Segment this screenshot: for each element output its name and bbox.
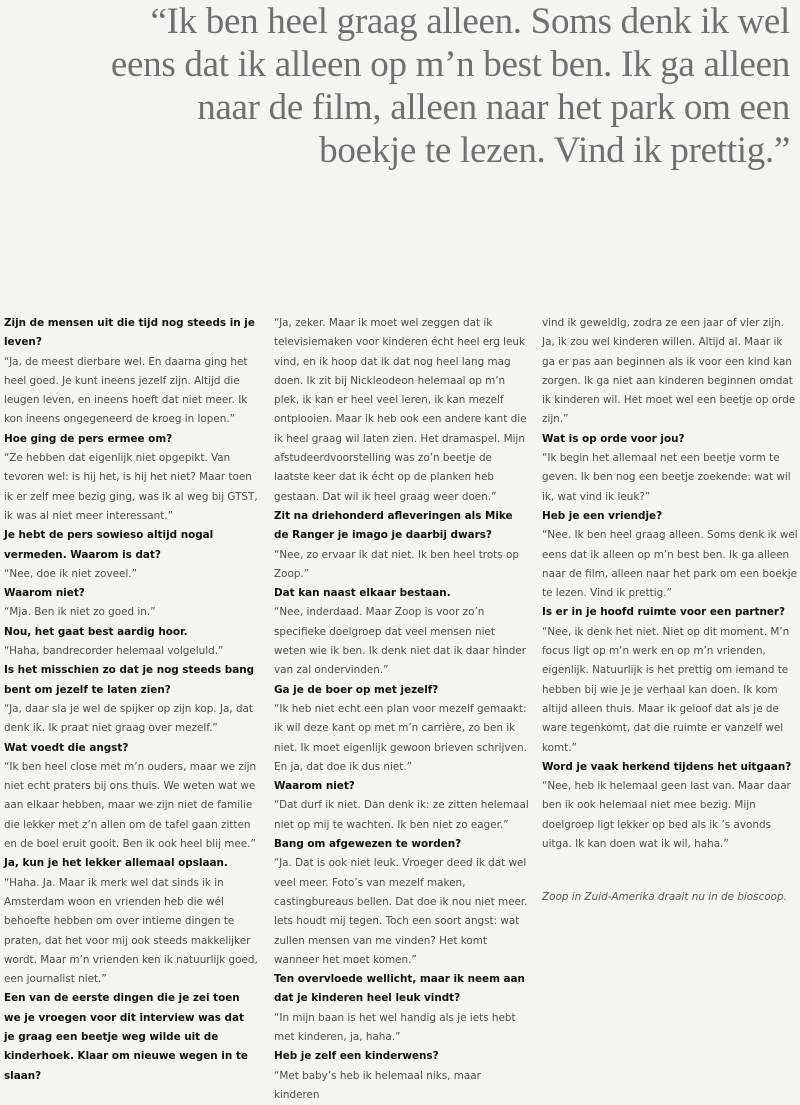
interview-answer: “Ik heb niet echt een plan voor mezelf gemaakt: ik wil deze kant op met m’n carrière, zo ben ik niet. Ik moet eigenlijk gewoon brieven schrijven. En ja, dat doe ik dus niet.” <box>274 702 527 773</box>
interview-question: Heb je zelf een kinderwens? <box>274 1050 439 1063</box>
interview-question: Nou, het gaat best aardig hoor. <box>4 625 188 638</box>
pull-quote-line: boekje te lezen. Vind ik prettig.” <box>319 130 790 171</box>
pull-quote-line: naar de film, alleen naar het park om een <box>197 87 790 128</box>
pull-quote-line: eens dat ik alleen op m’n best ben. Ik ga alleen <box>110 44 790 85</box>
interview-question: Zit na driehonderd afleveringen als Mike de Ranger je imago je daarbij dwars? <box>274 509 513 542</box>
interview-question: Wat is op orde voor jou? <box>542 432 685 445</box>
interview-answer: “Ik ben heel close met m’n ouders, maar we zijn niet echt praters bij ons thuis. We weten wat we aan elkaar hebben, maar we zijn niet de familie die lekker met z’n allen om de tafel gaan zitten en de boel eruit gooit. Ben ik ook heel blij mee.” <box>4 760 257 851</box>
interview-answer: “Haha. Ja. Maar ik merk wel dat sinds ik in Amsterdam woon en vrienden heb die wél behoefte hebben om over intieme dingen te praten, dat het voor mij ook steeds makkelijker wordt. Maar m’n vrienden ken ik natuurlijk goed, een journalist niet.” <box>4 876 258 986</box>
interview-question: Je hebt de pers sowieso altijd nogal vermeden. Waarom is dat? <box>4 529 214 561</box>
article-column-2 <box>274 314 529 1105</box>
interview-question: Wat voedt die angst? <box>4 741 129 754</box>
interview-question: Waarom niet? <box>4 587 85 600</box>
interview-answer: “Nee. Ik ben heel graag alleen. Soms denk ik wel eens dat ik alleen op m’n best ben. Ik ga alleen naar de film, alleen naar het park om een boekje te lezen. Vind ik prettig.” <box>542 529 798 600</box>
interview-answer: “Ja, de meest dierbare wel. En daarna ging het heel goed. Je kunt ineens jezelf zijn. Altijd die leugen leven, en ineens hoeft dat niet meer. Ik kon ineens ongegeneerd de kroeg in lopen.” <box>4 355 248 426</box>
interview-question: Dat kan naast elkaar bestaan. <box>274 587 451 600</box>
interview-question: Is er in je hoofd ruimte voor een partner? <box>542 606 786 619</box>
pull-quote-line: “Ik ben heel graag alleen. Soms denk ik wel <box>150 1 790 42</box>
interview-question: Waarom niet? <box>274 780 355 793</box>
interview-answer: “Dat durf ik niet. Dan denk ik: ze zitten helemaal niet op mij te wachten. Ik ben niet zo eager.” <box>274 799 529 831</box>
interview-question: Ga je de boer op met jezelf? <box>274 683 439 696</box>
interview-answer: “Ja. Dat is ook niet leuk. Vroeger deed ik dat wel veel meer. Foto’s van mezelf maken, castingbureaus bellen. Dat doe ik nou niet meer. Iets houdt mij tegen. Toch een soort angst: wat zullen mensen van me vinden? Het komt wanneer het moet komen.” <box>274 857 528 966</box>
pull-quote <box>100 0 790 172</box>
interview-answer: “Haha, bandrecorder helemaal volgeluld.” <box>4 645 224 658</box>
interview-answer: “Ik begin het allemaal net een beetje vorm te geven. Ik ben nog een beetje zoekende: wat wil ik, wat vind ik leuk?” <box>542 452 791 503</box>
interview-question: Hoe ging de pers ermee om? <box>4 432 173 445</box>
interview-answer: “Nee, doe ik niet zoveel.” <box>4 567 137 580</box>
interview-answer: “Nee, heb ik helemaal geen last van. Maar daar ben ik ook helemaal niet mee bezig. Mijn doelgroep ligt lekker op bed als ik ’s avonds uitga. Ik kan doen wat ik wil, haha.” <box>542 780 791 851</box>
interview-answer: “Mja. Ben ik niet zo goed in.” <box>4 606 156 619</box>
interview-question: Heb je een vriendje? <box>542 509 663 522</box>
interview-question: Een van de eerste dingen die je zei toen we je vroegen voor dit interview was dat je graag een beetje weg wilde uit de kinderhoek. Klaar om nieuwe wegen in te slaan? <box>4 992 248 1082</box>
interview-question: Zijn de mensen uit die tijd nog steeds in je leven? <box>4 317 255 349</box>
interview-question: Ten overvloede wellicht, maar ik neem aan dat je kinderen heel leuk vindt? <box>274 973 525 1005</box>
interview-answer: “Nee, zo ervaar ik dat niet. Ik ben heel trots op Zoop.” <box>274 548 519 580</box>
interview-question: Ja, kun je het lekker allemaal opslaan. <box>4 857 228 870</box>
interview-answer: “Ja, zeker. Maar ik moet wel zeggen dat ik televisiemaken voor kinderen écht heel erg leuk vind, en ik hoop dat ik dat nog heel lang mag doen. Ik zit bij Nickleodeon helemaal op m’n plek, ik kan er heel veel leren, ik kan mezelf ontplooien. Maar ik heb ook een andere kant die ik heel graag wil laten zien. Het dramaspel. Mijn afstudeerdvoorstelling was zo’n beetje de laatste keer dat ik écht op de planken heb gestaan. Dat wil ik heel graag weer doen.” <box>274 317 527 503</box>
interview-answer: “In mijn baan is het wel handig als je iets hebt met kinderen, ja, haha.” <box>274 1011 516 1043</box>
interview-question: Is het misschien zo dat je nog steeds bang bent om jezelf te laten zien? <box>4 664 255 696</box>
interview-answer: vind ik geweldig, zodra ze een jaar of vier zijn. Ja, ik zou wel kinderen willen. Altijd al. Maar ik ga er pas aan beginnen als ik voor een kind kan zorgen. Ik ga niet aan kinderen beginnen omdat ik kinderen wil. Het moet wel een beetje op orde zijn.” <box>542 317 796 426</box>
interview-question: Word je vaak herkend tijdens het uitgaan? <box>542 760 792 773</box>
article-column-1 <box>4 314 258 1086</box>
interview-answer: “Met baby’s heb ik helemaal niks, maar kinderen <box>274 1069 481 1101</box>
interview-answer: “Nee, inderdaad. Maar Zoop is voor zo’n specifieke doelgroep dat veel mensen niet weten wie ik ben. Ik denk niet dat ik daar hinder van zal ondervinden.” <box>274 606 527 677</box>
interview-answer: “Ja, daar sla je wel de spijker op zijn kop. Ja, dat denk ik. Ik praat niet graag over mezelf.” <box>4 702 253 735</box>
article-column-3 <box>542 314 798 908</box>
interview-question: Bang om afgewezen te worden? <box>274 838 462 851</box>
film-caption: Zoop in Zuid-Amerika draait nu in de bioscoop. <box>542 891 787 904</box>
interview-answer: “Ze hebben dat eigenlijk niet opgepikt. Van tevoren wel: is hij het, is hij het niet? Maar toen ik er zelf mee bezig ging, was ik al weg bij GTST, ik was al niet meer interessant.” <box>4 452 258 522</box>
interview-answer: “Nee, ik denk het niet. Niet op dit moment. M’n focus ligt op m’n werk en op m’n vrienden, eigenlijk. Natuurlijk is het prettig om iemand te hebben bij wie je je verhaal kan doen. Ik kom altijd alleen thuis. Maar ik geloof dat als je de ware tegenkomt, dat die ruimte er vanzelf wel komt.” <box>542 625 790 754</box>
